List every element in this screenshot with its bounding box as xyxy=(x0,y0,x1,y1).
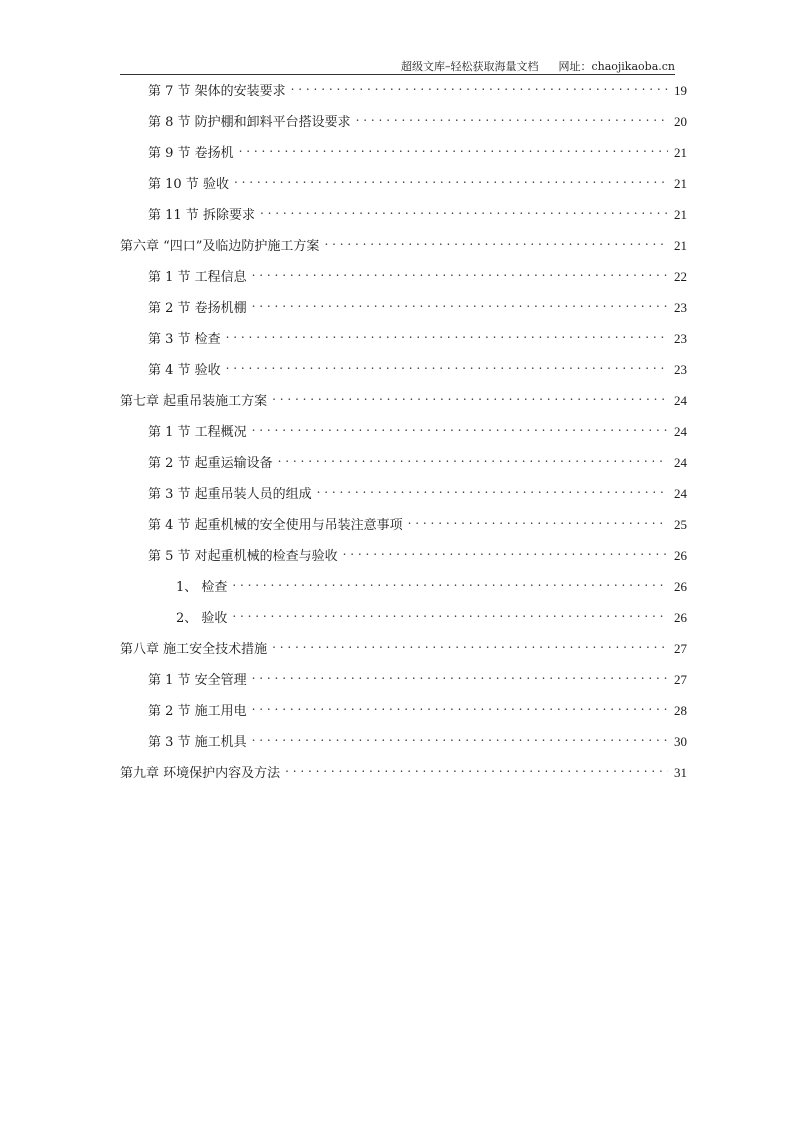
toc-entry-page-number: 24 xyxy=(674,393,687,408)
header-text xyxy=(401,58,675,74)
toc-leader-dots xyxy=(252,701,668,715)
toc-leader-dots xyxy=(252,732,668,746)
toc-entry-page-number: 28 xyxy=(674,703,687,718)
toc-entry-label: 第九章 环境保护内容及方法 xyxy=(120,766,281,781)
toc-leader-dots xyxy=(285,763,668,777)
toc-entry-label: 第 1 节 工程概况 xyxy=(148,425,247,440)
toc-entry[interactable] xyxy=(120,669,687,700)
header-library-text: 超级文库–轻松获取海量文档 xyxy=(400,60,539,73)
toc-entry[interactable] xyxy=(120,545,687,576)
toc-entry-page-number: 21 xyxy=(674,145,687,160)
toc-entry[interactable] xyxy=(120,607,687,638)
toc-entry-page-number: 21 xyxy=(674,238,687,253)
toc-leader-dots xyxy=(278,453,668,467)
toc-leader-dots xyxy=(324,236,668,250)
toc-entry-label: 第 3 节 施工机具 xyxy=(148,735,247,750)
toc-entry-page-number: 24 xyxy=(674,424,687,439)
toc-entry[interactable] xyxy=(120,483,687,514)
toc-entry[interactable] xyxy=(120,204,687,235)
toc-entry[interactable] xyxy=(120,80,687,111)
toc-entry-label: 1、 检查 xyxy=(176,580,228,595)
toc-entry-label: 第 7 节 架体的安装要求 xyxy=(148,84,286,99)
toc-leader-dots xyxy=(226,360,668,374)
toc-entry[interactable] xyxy=(120,762,687,793)
toc-entry[interactable] xyxy=(120,576,687,607)
toc-entry[interactable] xyxy=(120,111,687,142)
toc-entry-page-number: 31 xyxy=(674,765,687,780)
toc-entry-label: 第 4 节 验收 xyxy=(148,363,221,378)
toc-entry-label: 第 2 节 施工用电 xyxy=(148,704,247,719)
toc-entry-label: 第 1 节 安全管理 xyxy=(148,673,247,688)
header-site-label: 网址：chaojikaoba.cn xyxy=(558,60,675,73)
toc-leader-dots xyxy=(239,143,668,157)
toc-entry-page-number: 25 xyxy=(674,517,687,532)
toc-entry[interactable] xyxy=(120,638,687,669)
toc-entry[interactable] xyxy=(120,421,687,452)
toc-entry[interactable] xyxy=(120,142,687,173)
toc-leader-dots xyxy=(291,81,668,95)
toc-entry-page-number: 26 xyxy=(674,548,687,563)
toc-entry-page-number: 24 xyxy=(674,486,687,501)
toc-entry[interactable] xyxy=(120,700,687,731)
toc-entry-page-number: 23 xyxy=(674,300,687,315)
toc-entry[interactable] xyxy=(120,390,687,421)
toc-leader-dots xyxy=(232,608,668,622)
toc-entry-label: 第 8 节 防护棚和卸料平台搭设要求 xyxy=(148,115,351,130)
toc-entry-page-number: 26 xyxy=(674,579,687,594)
toc-leader-dots xyxy=(272,391,668,405)
toc-entry-label: 第 5 节 对起重机械的检查与验收 xyxy=(148,549,338,564)
toc-entry-label: 第 3 节 检查 xyxy=(148,332,221,347)
toc-leader-dots xyxy=(226,329,668,343)
toc-entry-page-number: 23 xyxy=(674,331,687,346)
toc-leader-dots xyxy=(252,422,668,436)
toc-entry[interactable] xyxy=(120,359,687,390)
toc-entry-label: 第 10 节 验收 xyxy=(148,177,229,192)
toc-leader-dots xyxy=(343,546,668,560)
toc-entry-label: 第 4 节 起重机械的安全使用与吊装注意事项 xyxy=(148,518,403,533)
toc-entry[interactable] xyxy=(120,173,687,204)
toc-leader-dots xyxy=(408,515,668,529)
toc-entry[interactable] xyxy=(120,731,687,762)
toc-entry-page-number: 30 xyxy=(674,734,687,749)
toc-entry-label: 第 9 节 卷扬机 xyxy=(148,146,234,161)
toc-leader-dots xyxy=(260,205,668,219)
toc-entry-page-number: 22 xyxy=(674,269,687,284)
toc-entry-page-number: 19 xyxy=(674,83,687,98)
toc-entry-page-number: 20 xyxy=(674,114,687,129)
toc-entry-page-number: 27 xyxy=(674,672,687,687)
toc-leader-dots xyxy=(317,484,668,498)
toc-entry-label: 第 3 节 起重吊装人员的组成 xyxy=(148,487,312,502)
toc-entry-label: 第 11 节 拆除要求 xyxy=(148,208,255,223)
toc-leader-dots xyxy=(252,298,668,312)
toc-entry-page-number: 24 xyxy=(674,455,687,470)
toc-entry[interactable] xyxy=(120,328,687,359)
toc-entry-label: 第 2 节 起重运输设备 xyxy=(148,456,273,471)
toc-leader-dots xyxy=(252,670,668,684)
toc-entry-label: 2、 验收 xyxy=(176,611,228,626)
table-of-contents xyxy=(120,80,687,793)
toc-entry-label: 第六章 “四口”及临边防护施工方案 xyxy=(120,239,320,254)
toc-leader-dots xyxy=(234,174,668,188)
toc-entry[interactable] xyxy=(120,514,687,545)
toc-entry-page-number: 23 xyxy=(674,362,687,377)
toc-entry[interactable] xyxy=(120,297,687,328)
toc-entry-label: 第 2 节 卷扬机棚 xyxy=(148,301,247,316)
toc-entry-label: 第 1 节 工程信息 xyxy=(148,270,247,285)
toc-entry[interactable] xyxy=(120,266,687,297)
toc-leader-dots xyxy=(272,639,668,653)
toc-leader-dots xyxy=(232,577,668,591)
toc-entry[interactable] xyxy=(120,235,687,266)
toc-entry-page-number: 21 xyxy=(674,207,687,222)
toc-entry-label: 第七章 起重吊装施工方案 xyxy=(120,394,268,409)
toc-entry-page-number: 21 xyxy=(674,176,687,191)
toc-entry-label: 第八章 施工安全技术措施 xyxy=(120,642,268,657)
toc-leader-dots xyxy=(356,112,668,126)
toc-entry[interactable] xyxy=(120,452,687,483)
page-header xyxy=(120,56,675,75)
toc-entry-page-number: 26 xyxy=(674,610,687,625)
toc-leader-dots xyxy=(252,267,668,281)
toc-entry-page-number: 27 xyxy=(674,641,687,656)
